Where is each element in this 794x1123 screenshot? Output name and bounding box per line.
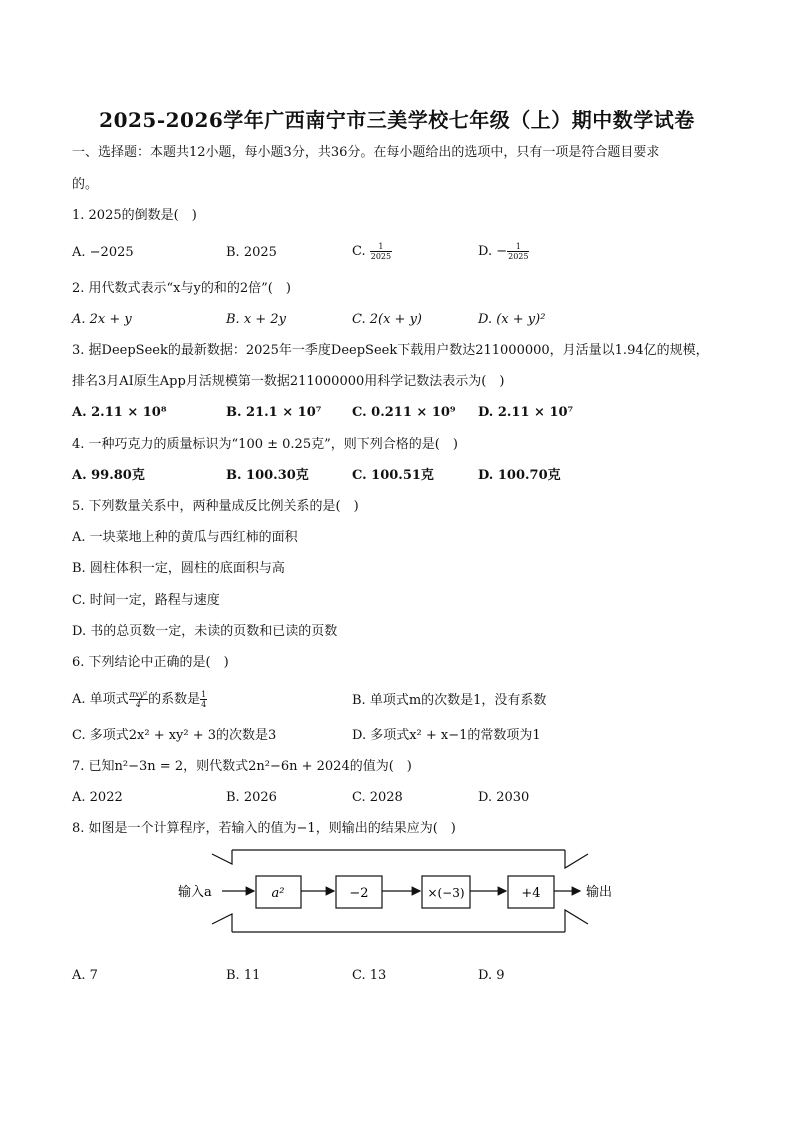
question-1-option-d xyxy=(478,242,529,261)
question-3-option-c: C. 0.211 × 10⁹ xyxy=(352,405,456,420)
question-8-option-c: C. 13 xyxy=(352,968,387,983)
fraction xyxy=(129,690,149,709)
question-7-option-b: B. 2026 xyxy=(226,790,277,805)
question-6-option-c: C. 多项式2x² + xy² + 3的次数是3 xyxy=(72,728,277,743)
question-3-stem-line2: 排名3月AI原生App月活规模第一数据211000000用科学记数法表示为( ) xyxy=(72,374,505,389)
question-5-option-c: C. 时间一定，路程与速度 xyxy=(72,593,220,608)
exam-title: 2025-2026学年广西南宁市三美学校七年级（上）期中数学试卷 xyxy=(99,108,695,132)
question-5-option-d: D. 书的总页数一定，未读的页数和已读的页数 xyxy=(72,624,338,639)
question-3-option-b: B. 21.1 × 10⁷ xyxy=(226,405,322,420)
fraction-numerator: 1 xyxy=(201,690,207,699)
box-square-label: a² xyxy=(271,886,285,901)
question-2-option-a: A. 2x + y xyxy=(72,312,132,327)
section-instructions-line2: 的。 xyxy=(72,177,99,192)
question-2-stem: 2. 用代数式表示“x与y的和的2倍”( ) xyxy=(72,281,291,296)
option-d-prefix: D. − xyxy=(478,244,508,259)
fraction-denominator: 4 xyxy=(135,700,141,709)
question-5-option-a: A. 一块菜地上种的黄瓜与西红柿的面积 xyxy=(72,530,298,545)
question-3-option-d: D. 2.11 × 10⁷ xyxy=(478,405,574,420)
question-7-option-c: C. 2028 xyxy=(352,790,403,805)
option-a-middle: 的系数是 xyxy=(148,692,201,707)
fraction-denominator: 4 xyxy=(201,700,207,709)
question-8-option-d: D. 9 xyxy=(478,968,505,983)
question-3-option-a: A. 2.11 × 10⁸ xyxy=(72,405,167,420)
section-instructions-line1: 一、选择题：本题共12小题，每小题3分，共36分。在每小题给出的选项中，只有一项是符合题目要求 xyxy=(72,145,660,160)
box-times-neg-three-label: ×(−3) xyxy=(427,886,465,900)
fraction-numerator: πxy² xyxy=(129,690,148,699)
question-1-option-b: B. 2025 xyxy=(226,245,277,260)
question-4-option-a: A. 99.80克 xyxy=(72,468,145,483)
question-4-stem: 4. 一种巧克力的质量标识为“100 ± 0.25克”，则下列合格的是( ) xyxy=(72,437,458,452)
fraction xyxy=(370,242,392,261)
question-3-stem-line1: 3. 据DeepSeek的最新数据：2025年一季度DeepSeek下载用户数达211000000，月活量以1.94亿的规模， xyxy=(72,343,709,358)
loop-left-top xyxy=(212,850,232,864)
fraction-numerator: 1 xyxy=(507,242,529,252)
question-6-option-b: B. 单项式m的次数是1，没有系数 xyxy=(352,693,547,708)
question-4-option-c: C. 100.51克 xyxy=(352,468,434,483)
loop-left-bottom xyxy=(212,914,232,932)
question-2-option-c: C. 2(x + y) xyxy=(352,312,422,327)
fraction-numerator: 1 xyxy=(370,242,392,252)
question-5-stem: 5. 下列数量关系中，两种量成反比例关系的是( ) xyxy=(72,499,359,514)
question-6-option-a xyxy=(72,690,207,709)
question-4-option-d: D. 100.70克 xyxy=(478,468,561,483)
box-plus-four-label: +4 xyxy=(521,886,541,901)
question-4-option-b: B. 100.30克 xyxy=(226,468,309,483)
question-8-option-a: A. 7 xyxy=(72,968,98,983)
question-5-option-b: B. 圆柱体积一定，圆柱的底面积与高 xyxy=(72,561,285,576)
question-8-stem: 8. 如图是一个计算程序，若输入的值为−1，则输出的结果应为( ) xyxy=(72,821,456,836)
question-6-stem: 6. 下列结论中正确的是( ) xyxy=(72,655,229,670)
calculation-flowchart xyxy=(170,846,630,938)
question-7-option-d: D. 2030 xyxy=(478,790,530,805)
fraction xyxy=(200,690,207,709)
question-1-option-a: A. −2025 xyxy=(72,245,134,260)
question-2-option-b: B. x + 2y xyxy=(226,312,286,327)
question-8-option-b: B. 11 xyxy=(226,968,261,983)
question-6-option-d: D. 多项式x² + x−1的常数项为1 xyxy=(352,728,541,743)
loop-right-top xyxy=(565,850,588,868)
fraction-denominator: 2025 xyxy=(370,252,392,261)
question-1-option-c xyxy=(352,242,392,261)
input-label: 输入a xyxy=(178,885,212,900)
question-1-stem: 1. 2025的倒数是( ) xyxy=(72,208,197,223)
question-7-option-a: A. 2022 xyxy=(72,790,123,805)
question-7-stem: 7. 已知n²−3n = 2，则代数式2n²−6n + 2024的值为( ) xyxy=(72,759,412,774)
fraction xyxy=(507,242,529,261)
option-c-prefix: C. xyxy=(352,244,370,259)
loop-right-bottom xyxy=(565,910,588,932)
box-minus-two-label: −2 xyxy=(349,886,369,901)
option-a-prefix: A. 单项式 xyxy=(72,692,129,707)
fraction-denominator: 2025 xyxy=(508,252,529,261)
question-2-option-d: D. (x + y)² xyxy=(478,312,546,327)
output-label: 输出 xyxy=(586,885,613,900)
